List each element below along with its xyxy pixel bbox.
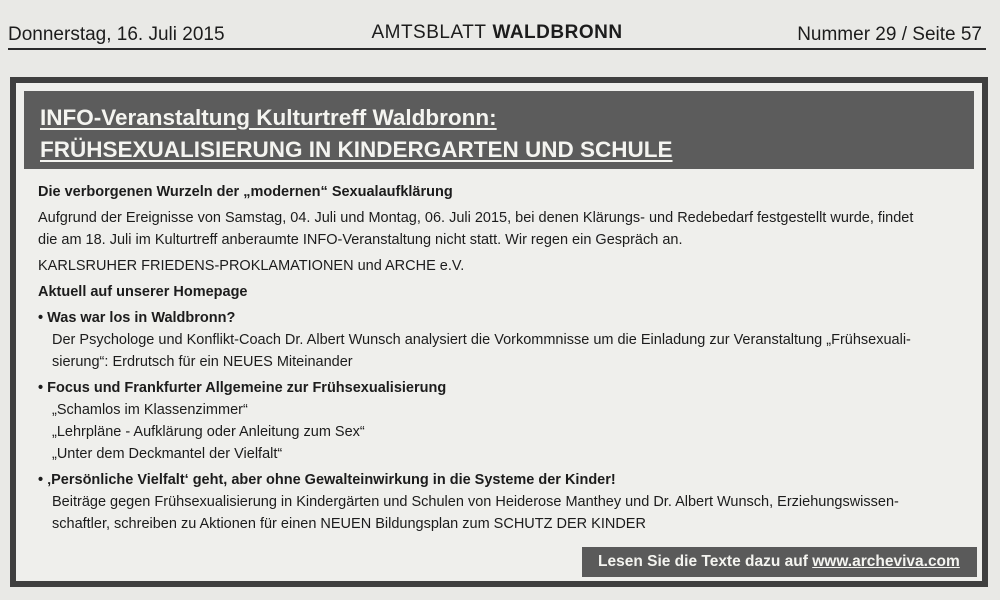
paragraph-line: die am 18. Juli im Kulturtreff anberaumte INFO-Veranstaltung nicht statt. Wir regen ein Gespräch an. [38,232,683,248]
bullet-line: „Schamlos im Klassenzimmer“ [52,402,248,418]
footer-callout [582,547,977,577]
signature: KARLSRUHER FRIEDENS-PROKLAMATIONEN und ARCHE e.V. [38,258,465,274]
paragraph-line: Aufgrund der Ereignisse von Samstag, 04. Juli und Montag, 06. Juli 2015, bei denen Klärungs- und Redebedarf festgestellt wurde, findet [38,210,914,226]
bullet-title: • Focus und Frankfurter Allgemeine zur Frühsexualisierung [38,380,447,396]
website-link[interactable]: www.archeviva.com [812,553,960,570]
bullet-line: sierung“: Erdrutsch für ein NEUES Miteinander [52,354,353,370]
footer-text: Lesen Sie die Texte dazu auf [598,553,813,570]
bullet-title: • ‚Persönliche Vielfalt‘ geht, aber ohne Gewalteinwirkung in die Systeme der Kinder! [38,472,616,488]
bullet-line: schaftler, schreiben zu Aktionen für einen NEUEN Bildungsplan zum SCHUTZ DER KINDER [52,516,646,532]
announcement-box [10,77,988,587]
headline-line-2: FRÜHSEXUALISIERUNG IN KINDERGARTEN UND SCHULE [40,137,673,162]
newspaper-masthead [8,22,986,50]
homepage-heading: Aktuell auf unserer Homepage [38,284,248,300]
issue-page-number: Nummer 29 / Seite 57 [797,24,982,45]
bullet-item [38,469,968,535]
article-body [38,181,968,535]
bullet-line: „Lehrpläne - Aufklärung oder Anleitung zum Sex“ [52,424,365,440]
headline-band [24,91,974,169]
newspaper-title-name: WALDBRONN [492,22,623,43]
bullet-line: Beiträge gegen Frühsexualisierung in Kindergärten und Schulen von Heiderose Manthey und Dr. Albert Wunsch, Erziehungswissen- [52,494,899,510]
bullet-line: Der Psychologe und Konflikt-Coach Dr. Albert Wunsch analysiert die Vorkommnisse um die Einladung zur Veranstaltung „Frühsexuali- [52,332,911,348]
newspaper-title-prefix: AMTSBLATT [371,22,487,43]
issue-date: Donnerstag, 16. Juli 2015 [8,24,225,45]
bullet-item [38,307,968,373]
bullet-item [38,377,968,465]
headline-line-1: INFO-Veranstaltung Kulturtreff Waldbronn: [40,105,497,130]
article-subtitle: Die verborgenen Wurzeln der „modernen“ Sexualaufklärung [38,184,453,200]
bullet-line: „Unter dem Deckmantel der Vielfalt“ [52,446,283,462]
bullet-title: • Was war los in Waldbronn? [38,310,236,326]
